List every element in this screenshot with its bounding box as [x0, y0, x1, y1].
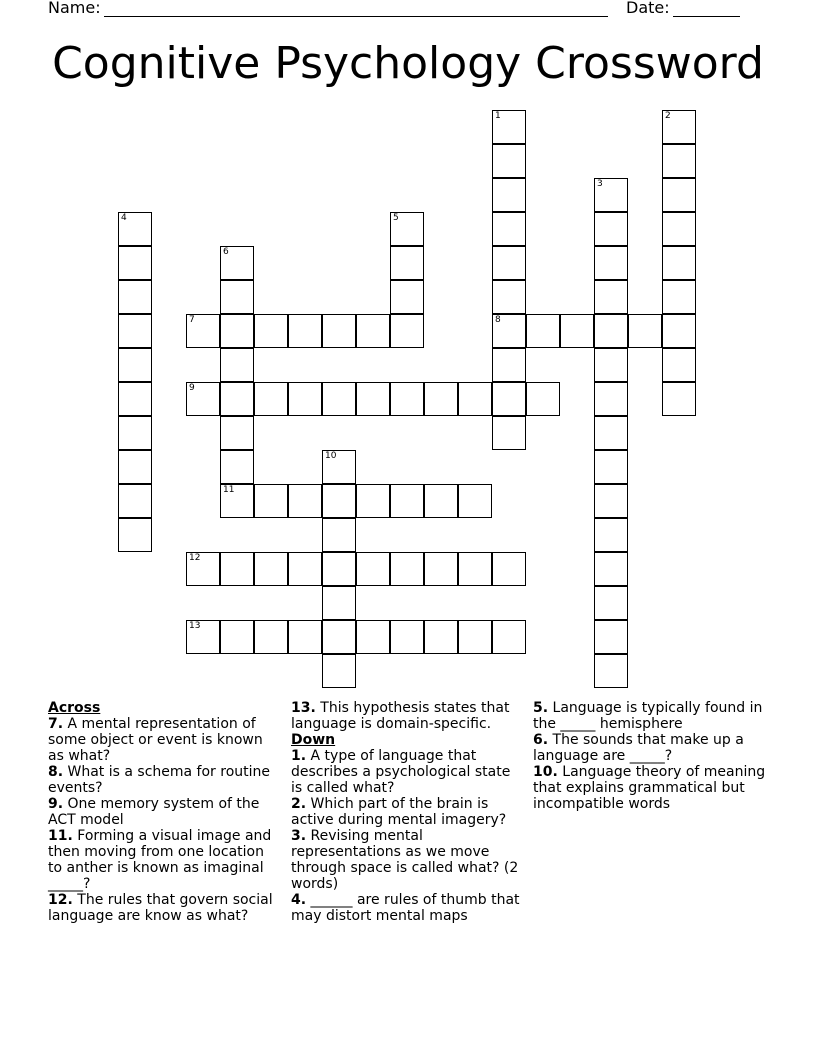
grid-cell[interactable] [390, 382, 424, 416]
clue-text: Revising mental representations as we move through space is called what? (2 words) [291, 828, 519, 892]
clue-across-12 [48, 892, 276, 924]
clue-text: What is a schema for routine events? [48, 764, 271, 796]
grid-cell[interactable] [390, 212, 424, 246]
grid-cell[interactable] [220, 416, 254, 450]
clue-number: 7. [48, 716, 64, 732]
grid-cell[interactable] [390, 246, 424, 280]
clue-start-number: 7 [189, 315, 195, 325]
clue-text: Language is typically found in the _____ hemisphere [533, 700, 763, 732]
clue-down-6 [533, 732, 773, 764]
clue-start-number: 8 [495, 315, 501, 325]
clue-number: 12. [48, 892, 73, 908]
grid-cell[interactable] [220, 382, 254, 416]
date-field-line[interactable] [673, 16, 740, 17]
grid-cell[interactable] [594, 178, 628, 212]
grid-cell[interactable] [118, 484, 152, 518]
down-heading: Down [291, 732, 336, 748]
grid-cell[interactable] [186, 552, 220, 586]
grid-cell[interactable] [118, 518, 152, 552]
grid-cell[interactable] [492, 280, 526, 314]
clue-start-number: 2 [665, 111, 671, 121]
clue-start-number: 10 [325, 451, 337, 461]
page-title: Cognitive Psychology Crossword [52, 38, 764, 89]
clue-across-7 [48, 716, 276, 764]
grid-cell[interactable] [662, 144, 696, 178]
clue-text: A type of language that describes a psychological state is called what? [291, 748, 511, 796]
grid-cell[interactable] [594, 314, 628, 348]
clue-number: 3. [291, 828, 307, 844]
grid-cell[interactable] [322, 484, 356, 518]
grid-cell[interactable] [424, 484, 458, 518]
clue-down-4 [291, 892, 521, 924]
grid-cell[interactable] [492, 178, 526, 212]
grid-cell[interactable] [288, 620, 322, 654]
grid-cell[interactable] [322, 654, 356, 688]
grid-cell[interactable] [118, 416, 152, 450]
grid-cell[interactable] [662, 212, 696, 246]
clue-number: 9. [48, 796, 64, 812]
date-label: Date: [626, 0, 670, 17]
grid-cell[interactable] [662, 348, 696, 382]
grid-cell[interactable] [118, 212, 152, 246]
clue-text: Language theory of meaning that explains grammatical but incompatible words [533, 764, 766, 812]
grid-cell[interactable] [492, 144, 526, 178]
grid-cell[interactable] [594, 382, 628, 416]
grid-cell[interactable] [390, 280, 424, 314]
grid-cell[interactable] [560, 314, 594, 348]
grid-cell[interactable] [322, 382, 356, 416]
grid-cell[interactable] [356, 484, 390, 518]
grid-cell[interactable] [254, 382, 288, 416]
grid-cell[interactable] [220, 246, 254, 280]
grid-cell[interactable] [662, 246, 696, 280]
grid-cell[interactable] [220, 348, 254, 382]
clue-across-13 [291, 700, 521, 732]
clue-column-1 [48, 700, 276, 924]
grid-cell[interactable] [594, 450, 628, 484]
clue-number: 13. [291, 700, 316, 716]
grid-cell[interactable] [594, 280, 628, 314]
grid-cell[interactable] [322, 620, 356, 654]
grid-cell[interactable] [118, 314, 152, 348]
grid-cell[interactable] [662, 314, 696, 348]
grid-cell[interactable] [220, 620, 254, 654]
grid-cell[interactable] [458, 382, 492, 416]
grid-cell[interactable] [322, 518, 356, 552]
grid-cell[interactable] [662, 382, 696, 416]
grid-cell[interactable] [492, 416, 526, 450]
clue-number: 1. [291, 748, 307, 764]
grid-cell[interactable] [594, 348, 628, 382]
grid-cell[interactable] [220, 314, 254, 348]
across-heading: Across [48, 700, 101, 716]
grid-cell[interactable] [492, 212, 526, 246]
clue-number: 4. [291, 892, 307, 908]
clue-number: 5. [533, 700, 549, 716]
grid-cell[interactable] [220, 552, 254, 586]
grid-cell[interactable] [492, 552, 526, 586]
clue-start-number: 6 [223, 247, 229, 257]
grid-cell[interactable] [390, 552, 424, 586]
clue-text: This hypothesis states that language is domain-specific. [291, 700, 510, 732]
clue-text: The sounds that make up a language are _____? [533, 732, 744, 764]
clue-number: 6. [533, 732, 549, 748]
clue-start-number: 3 [597, 179, 603, 189]
grid-cell[interactable] [594, 518, 628, 552]
grid-cell[interactable] [594, 620, 628, 654]
grid-cell[interactable] [220, 450, 254, 484]
clue-start-number: 11 [223, 485, 235, 495]
grid-cell[interactable] [118, 450, 152, 484]
grid-cell[interactable] [628, 314, 662, 348]
grid-cell[interactable] [526, 314, 560, 348]
grid-cell[interactable] [492, 348, 526, 382]
grid-cell[interactable] [322, 552, 356, 586]
clue-text: One memory system of the ACT model [48, 796, 260, 828]
grid-cell[interactable] [288, 484, 322, 518]
grid-cell[interactable] [118, 280, 152, 314]
grid-cell[interactable] [492, 620, 526, 654]
grid-cell[interactable] [390, 484, 424, 518]
clue-start-number: 12 [189, 553, 201, 563]
clue-start-number: 5 [393, 213, 399, 223]
clue-down-10 [533, 764, 773, 812]
grid-cell[interactable] [186, 382, 220, 416]
grid-cell[interactable] [288, 552, 322, 586]
clue-start-number: 1 [495, 111, 501, 121]
clue-column-3 [533, 700, 773, 812]
grid-cell[interactable] [322, 450, 356, 484]
grid-cell[interactable] [186, 314, 220, 348]
grid-cell[interactable] [458, 484, 492, 518]
grid-cell[interactable] [458, 552, 492, 586]
grid-cell[interactable] [390, 314, 424, 348]
grid-cell[interactable] [254, 314, 288, 348]
clue-column-2 [291, 700, 521, 924]
grid-cell[interactable] [288, 314, 322, 348]
grid-cell[interactable] [356, 620, 390, 654]
grid-cell[interactable] [594, 484, 628, 518]
grid-cell[interactable] [356, 552, 390, 586]
grid-cell[interactable] [322, 314, 356, 348]
clue-number: 8. [48, 764, 64, 780]
grid-cell[interactable] [118, 382, 152, 416]
clue-start-number: 13 [189, 621, 201, 631]
grid-cell[interactable] [254, 620, 288, 654]
clue-down-1 [291, 748, 521, 796]
clue-text: The rules that govern social language are know as what? [48, 892, 273, 924]
grid-cell[interactable] [492, 314, 526, 348]
grid-cell[interactable] [662, 110, 696, 144]
grid-cell[interactable] [424, 552, 458, 586]
grid-cell[interactable] [492, 110, 526, 144]
grid-cell[interactable] [594, 416, 628, 450]
grid-cell[interactable] [254, 484, 288, 518]
name-label: Name: [48, 0, 101, 17]
clue-text: Forming a visual image and then moving from one location to anther is known as imaginal _____? [48, 828, 272, 892]
grid-cell[interactable] [492, 382, 526, 416]
grid-cell[interactable] [186, 620, 220, 654]
clue-across-8 [48, 764, 276, 796]
clue-text: Which part of the brain is active during mental imagery? [291, 796, 507, 828]
grid-cell[interactable] [492, 246, 526, 280]
clue-across-11 [48, 828, 276, 892]
clue-text: A mental representation of some object or event is known as what? [48, 716, 263, 764]
clue-start-number: 4 [121, 213, 127, 223]
grid-cell[interactable] [322, 586, 356, 620]
clue-across-9 [48, 796, 276, 828]
clue-text: ______ are rules of thumb that may distort mental maps [291, 892, 520, 924]
clue-start-number: 9 [189, 383, 195, 393]
grid-cell[interactable] [662, 280, 696, 314]
name-field-line[interactable] [104, 16, 608, 17]
grid-cell[interactable] [390, 620, 424, 654]
grid-cell[interactable] [458, 620, 492, 654]
grid-cell[interactable] [118, 348, 152, 382]
grid-cell[interactable] [594, 586, 628, 620]
grid-cell[interactable] [288, 382, 322, 416]
clue-down-5 [533, 700, 773, 732]
worksheet-header [48, 0, 748, 22]
grid-cell[interactable] [356, 382, 390, 416]
clue-down-3 [291, 828, 521, 892]
grid-cell[interactable] [662, 178, 696, 212]
grid-cell[interactable] [594, 212, 628, 246]
clue-number: 10. [533, 764, 558, 780]
grid-cell[interactable] [220, 484, 254, 518]
grid-cell[interactable] [594, 654, 628, 688]
grid-cell[interactable] [424, 620, 458, 654]
clue-down-2 [291, 796, 521, 828]
clue-number: 11. [48, 828, 73, 844]
grid-cell[interactable] [254, 552, 288, 586]
grid-cell[interactable] [594, 552, 628, 586]
grid-cell[interactable] [526, 382, 560, 416]
grid-cell[interactable] [424, 382, 458, 416]
grid-cell[interactable] [118, 246, 152, 280]
grid-cell[interactable] [220, 280, 254, 314]
grid-cell[interactable] [356, 314, 390, 348]
grid-cell[interactable] [594, 246, 628, 280]
clue-number: 2. [291, 796, 307, 812]
